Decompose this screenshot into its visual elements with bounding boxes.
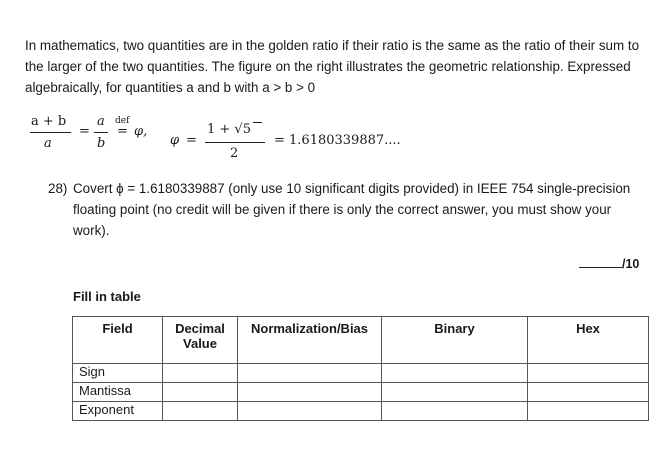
intro-paragraph: In mathematics, two quantities are in the golden ratio if their ratio is the same as the ratio of their sum to the larger of the two quantities. The figure on the right illustrates the geometric relationship. Expressed algebraically, for quantities a and b with a > b > 0 — [25, 38, 640, 95]
header-hex: Hex — [528, 317, 649, 364]
golden-ratio-formula — [27, 114, 447, 164]
cell-sign-hex[interactable] — [528, 364, 649, 383]
lhs-fraction-line — [30, 132, 71, 133]
lhs-denominator: a — [44, 136, 52, 151]
row-label-sign: Sign — [73, 364, 163, 383]
score-field[interactable] — [579, 256, 639, 271]
table-row — [73, 364, 649, 383]
rhs-denominator: 2 — [230, 146, 239, 161]
fill-table-label: Fill in table — [73, 289, 141, 304]
table-row — [73, 402, 649, 421]
mid-denominator: b — [97, 136, 106, 151]
row-label-exponent: Exponent — [73, 402, 163, 421]
cell-mantissa-binary[interactable] — [382, 383, 528, 402]
table-header-row — [73, 317, 649, 364]
golden-ratio-value: = 1.6180339887.... — [274, 133, 401, 148]
cell-exponent-decimal[interactable] — [163, 402, 238, 421]
equals-sign: = — [79, 124, 90, 139]
header-decimal-value: Decimal Value — [163, 317, 238, 364]
def-equals: = — [117, 124, 128, 139]
cell-sign-decimal[interactable] — [163, 364, 238, 383]
cell-sign-binary[interactable] — [382, 364, 528, 383]
mid-fraction-line — [94, 132, 108, 133]
ieee-table — [72, 316, 649, 421]
cell-mantissa-hex[interactable] — [528, 383, 649, 402]
header-normalization-bias: Normalization/Bias — [238, 317, 382, 364]
table-row — [73, 383, 649, 402]
sqrt-bar — [253, 122, 262, 123]
mid-numerator: a — [97, 114, 105, 129]
phi-comma: φ, — [134, 124, 148, 139]
rhs-fraction-line — [205, 142, 265, 143]
phi-symbol: φ — [170, 133, 180, 148]
cell-exponent-normalization[interactable] — [238, 402, 382, 421]
row-label-mantissa: Mantissa — [73, 383, 163, 402]
score-blank[interactable] — [579, 256, 622, 268]
cell-exponent-binary[interactable] — [382, 402, 528, 421]
cell-exponent-hex[interactable] — [528, 402, 649, 421]
question-text: Covert ϕ = 1.6180339887 (only use 10 significant digits provided) in IEEE 754 single-precision floating point (no credit will be given if there is only the correct answer, you must show your work). — [73, 181, 631, 238]
cell-mantissa-decimal[interactable] — [163, 383, 238, 402]
question-number: 28) — [48, 181, 68, 196]
cell-sign-normalization[interactable] — [238, 364, 382, 383]
cell-mantissa-normalization[interactable] — [238, 383, 382, 402]
header-field: Field — [73, 317, 163, 364]
header-binary: Binary — [382, 317, 528, 364]
lhs-numerator: a + b — [31, 114, 67, 129]
score-total: /10 — [622, 257, 640, 271]
def-label: def — [115, 116, 130, 126]
question-28 — [48, 178, 638, 241]
equals-sign-2: = — [186, 133, 197, 148]
rhs-numerator: 1 + √5 — [207, 122, 251, 137]
